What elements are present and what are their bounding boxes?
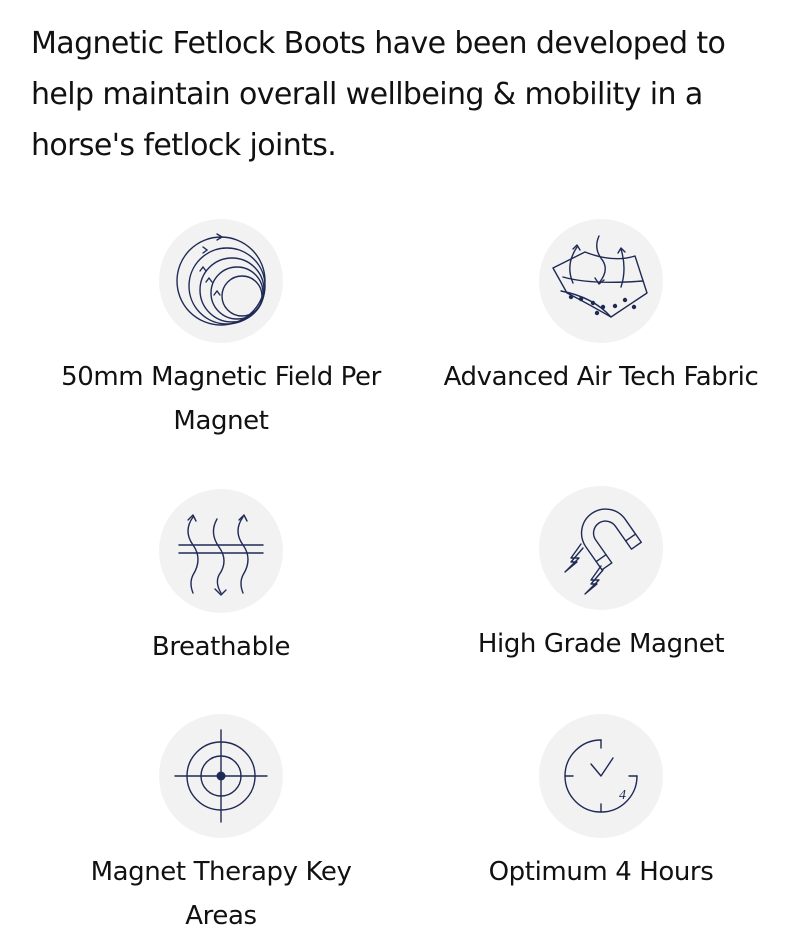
magnet-icon bbox=[539, 486, 663, 610]
feature-air-tech-fabric bbox=[411, 219, 786, 399]
feature-label: Magnet Therapy Key Areas bbox=[90, 857, 352, 931]
feature-label: Optimum 4 Hours bbox=[488, 857, 714, 887]
feature-label: Breathable bbox=[151, 632, 291, 662]
feature-label: Advanced Air Tech Fabric bbox=[443, 362, 759, 392]
magnetic-field-icon bbox=[159, 219, 283, 343]
intro-text: Magnetic Fetlock Boots have been developed to help maintain overall wellbeing & mobility in a horse's fetlock joints. bbox=[31, 26, 726, 163]
clock-number: 4 bbox=[619, 788, 626, 803]
feature-optimum-hours bbox=[411, 714, 786, 894]
feature-magnetic-field bbox=[31, 219, 411, 443]
breathable-icon bbox=[159, 489, 283, 613]
air-tech-fabric-icon bbox=[539, 219, 663, 343]
feature-therapy-key-areas bbox=[31, 714, 411, 938]
feature-breathable bbox=[31, 489, 411, 669]
feature-high-grade-magnet bbox=[411, 486, 786, 666]
feature-label: 50mm Magnetic Field Per Magnet bbox=[61, 362, 381, 436]
feature-label: High Grade Magnet bbox=[477, 629, 725, 659]
target-icon bbox=[159, 714, 283, 838]
clock-icon bbox=[539, 714, 663, 838]
